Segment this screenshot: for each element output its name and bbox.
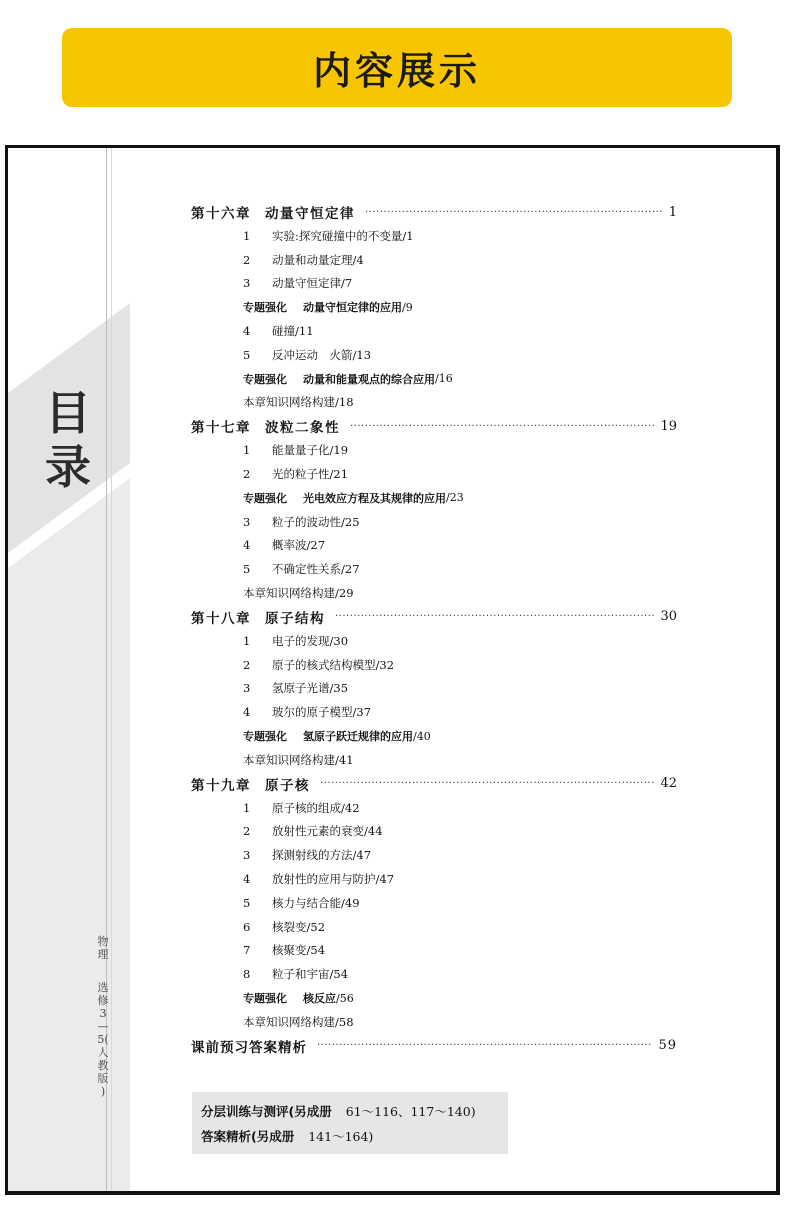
- section-entry[interactable]: [191, 867, 677, 891]
- section-title: 原子核的组成/42: [272, 800, 360, 815]
- section-number: 3: [243, 681, 251, 696]
- section-number: 4: [243, 705, 251, 720]
- section-entry[interactable]: [191, 915, 677, 939]
- section-number: 2: [243, 252, 251, 267]
- summary-title: 本章知识网络构建/18: [243, 395, 354, 410]
- page-number: /23: [446, 491, 464, 505]
- section-number: 1: [243, 800, 251, 815]
- section-entry[interactable]: [191, 438, 677, 462]
- special-topic-title: 光电效应方程及其规律的应用: [303, 491, 446, 505]
- summary-title: 本章知识网络构建/41: [243, 752, 354, 767]
- section-entry[interactable]: [191, 653, 677, 677]
- toc-page: [5, 145, 780, 1195]
- section-title: 实验:探究碰撞中的不变量/1: [272, 228, 414, 243]
- page-number: /56: [336, 991, 354, 1005]
- section-title: 动量和动量定理/4: [272, 252, 364, 267]
- special-topic-entry[interactable]: [191, 986, 677, 1010]
- section-entry[interactable]: [191, 700, 677, 724]
- leader-dots: [350, 421, 654, 432]
- special-topic-label: 专题强化: [243, 372, 287, 386]
- summary-title: 本章知识网络构建/29: [243, 586, 354, 601]
- chapter-title: 原子结构: [265, 610, 325, 627]
- section-number: 5: [243, 562, 251, 577]
- special-topic-title: 动量守恒定律的应用: [303, 301, 402, 315]
- section-entry[interactable]: [191, 820, 677, 844]
- page-number: 1: [668, 204, 677, 220]
- chapter-heading[interactable]: [191, 605, 677, 629]
- section-number: 3: [243, 848, 251, 863]
- supplement-pages: 141～164): [308, 1128, 374, 1144]
- supplement-box: [192, 1092, 508, 1154]
- chapter-title: 波粒二象性: [265, 420, 340, 437]
- supplement-title: 答案精析(另成册: [201, 1128, 295, 1144]
- table-of-contents: [191, 200, 677, 1058]
- chapter-heading[interactable]: [191, 772, 677, 796]
- page-number: /40: [413, 729, 431, 743]
- special-topic-label: 专题强化: [243, 992, 287, 1005]
- divider-line: [111, 148, 112, 1195]
- special-topic-label: 专题强化: [243, 730, 287, 744]
- chapter-title: 原子核: [265, 777, 310, 794]
- section-entry[interactable]: [191, 796, 677, 820]
- section-title: 不确定性关系/27: [272, 562, 360, 577]
- page-number: /16: [435, 372, 453, 386]
- section-number: 5: [243, 895, 251, 910]
- answers-heading[interactable]: [191, 1034, 677, 1058]
- section-entry[interactable]: [191, 843, 677, 867]
- supplement-entry[interactable]: [201, 1098, 508, 1123]
- section-title: 核裂变/52: [272, 919, 326, 934]
- section-title: 核聚变/54: [272, 943, 326, 958]
- section-title: 氢原子光谱/35: [272, 681, 349, 696]
- special-topic-label: 专题强化: [243, 491, 287, 505]
- section-entry[interactable]: [191, 343, 677, 367]
- chapter-summary-entry[interactable]: [191, 1010, 677, 1034]
- page-number: 19: [660, 418, 677, 434]
- section-title: 原子的核式结构模型/32: [272, 657, 395, 672]
- section-number: 1: [243, 443, 251, 458]
- section-title: 反冲运动 火箭/13: [272, 347, 372, 362]
- section-title: 粒子和宇宙/54: [272, 967, 349, 982]
- section-entry[interactable]: [191, 510, 677, 534]
- section-entry[interactable]: [191, 939, 677, 963]
- section-number: 5: [243, 347, 251, 362]
- section-title: 粒子的波动性/25: [272, 514, 360, 529]
- header-banner: [62, 28, 732, 107]
- chapter-number: 第十六章: [191, 206, 251, 222]
- supplement-title: 分层训练与测评(另成册: [201, 1103, 332, 1119]
- contents-watermark: CONTENTS: [29, 898, 80, 1182]
- chapter-number: 第十九章: [191, 777, 251, 794]
- section-number: 2: [243, 467, 251, 482]
- side-book-info: 选修3—5(人教版): [97, 981, 109, 1098]
- section-entry[interactable]: [191, 272, 677, 296]
- leader-dots: [335, 611, 654, 622]
- chapter-title: 动量守恒定律: [265, 206, 355, 222]
- section-title: 碰撞/11: [272, 324, 314, 339]
- chapter-summary-entry[interactable]: [191, 391, 677, 415]
- chapter-heading[interactable]: [191, 200, 677, 224]
- section-number: 2: [243, 657, 251, 672]
- toc-heading: 目录: [45, 386, 91, 494]
- leader-dots: [365, 207, 663, 218]
- section-entry[interactable]: [191, 677, 677, 701]
- section-title: 动量守恒定律/7: [272, 276, 353, 291]
- special-topic-entry[interactable]: [191, 486, 677, 510]
- section-number: 1: [243, 228, 251, 243]
- section-entry[interactable]: [191, 891, 677, 915]
- special-topic-title: 动量和能量观点的综合应用: [303, 372, 435, 386]
- supplement-entry[interactable]: [201, 1123, 508, 1148]
- page-number: 42: [660, 776, 677, 792]
- section-entry[interactable]: [191, 248, 677, 272]
- chapter-summary-entry[interactable]: [191, 748, 677, 772]
- section-entry[interactable]: [191, 962, 677, 986]
- answers-title: 课前预习答案精析: [191, 1039, 307, 1056]
- special-topic-title: 核反应: [303, 992, 336, 1005]
- leader-dots: [317, 1040, 652, 1051]
- section-entry[interactable]: [191, 534, 677, 558]
- page-number: 59: [658, 1038, 677, 1054]
- section-number: 1: [243, 633, 251, 648]
- special-topic-label: 专题强化: [243, 301, 287, 315]
- section-number: 4: [243, 538, 251, 553]
- section-title: 玻尔的原子模型/37: [272, 705, 372, 720]
- special-topic-entry[interactable]: [191, 724, 677, 748]
- banner-title: 内容展示: [312, 49, 481, 93]
- summary-title: 本章知识网络构建/58: [243, 1014, 354, 1029]
- chapter-number: 第十八章: [191, 610, 251, 627]
- section-number: 4: [243, 872, 251, 887]
- section-title: 光的粒子性/21: [272, 467, 349, 482]
- side-subject: 物理: [97, 935, 109, 961]
- special-topic-title: 氢原子跃迁规律的应用: [303, 730, 413, 744]
- section-entry[interactable]: [191, 629, 677, 653]
- supplement-pages: 61～116、117～140): [345, 1103, 476, 1119]
- section-number: 4: [243, 324, 251, 339]
- section-number: 6: [243, 919, 251, 934]
- section-number: 3: [243, 276, 251, 291]
- page-number: /9: [402, 300, 413, 314]
- section-number: 3: [243, 514, 251, 529]
- page-number: 30: [660, 609, 677, 625]
- section-number: 2: [243, 824, 251, 839]
- section-entry[interactable]: [191, 224, 677, 248]
- leader-dots: [320, 778, 654, 789]
- chapter-summary-entry[interactable]: [191, 581, 677, 605]
- section-number: 7: [243, 943, 251, 958]
- section-title: 放射性的应用与防护/47: [272, 872, 395, 887]
- section-title: 能量量子化/19: [272, 443, 349, 458]
- section-title: 放射性元素的衰变/44: [272, 824, 383, 839]
- sidebar-decoration: [8, 148, 133, 1191]
- section-entry[interactable]: [191, 557, 677, 581]
- special-topic-entry[interactable]: [191, 295, 677, 319]
- section-title: 探测射线的方法/47: [272, 848, 372, 863]
- section-entry[interactable]: [191, 462, 677, 486]
- section-title: 核力与结合能/49: [272, 895, 360, 910]
- chapter-number: 第十七章: [191, 420, 251, 437]
- special-topic-entry[interactable]: [191, 367, 677, 391]
- section-entry[interactable]: [191, 319, 677, 343]
- chapter-heading[interactable]: [191, 414, 677, 438]
- section-number: 8: [243, 967, 251, 982]
- section-title: 电子的发现/30: [272, 633, 349, 648]
- section-title: 概率波/27: [272, 538, 326, 553]
